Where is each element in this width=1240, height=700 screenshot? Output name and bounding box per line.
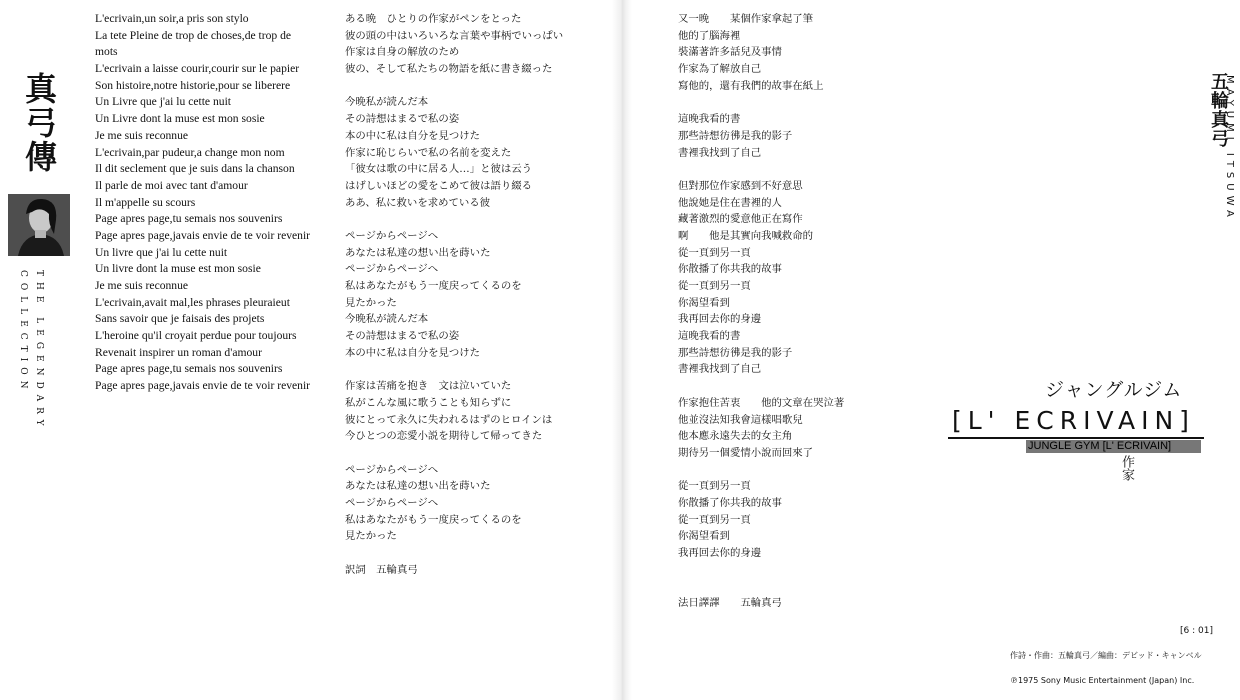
lyric-line: 書裡我找到了自己 (678, 363, 762, 376)
lyric-line: 那些詩想彷彿是我的影子 (678, 346, 793, 359)
song-title-japanese: ジャングルジム (1045, 379, 1183, 401)
lyric-line: 「彼女は歌の中に居る人…」と彼は云う (345, 163, 533, 176)
lyric-line: Page apres page,javais envie de te voir revenir (95, 228, 311, 242)
lyrics-chinese (678, 11, 844, 612)
lyric-line: Je me suis reconnue (95, 128, 189, 142)
lyric-line: 但對那位作家感到不好意思 (678, 179, 803, 192)
lyric-line: 彼の、そして私たちの物語を紙に書き綴った (345, 63, 553, 76)
lyric-line: Il m'appelle su scours (95, 195, 196, 209)
lyric-line: 見たかった (345, 296, 397, 309)
lyrics-japanese (345, 11, 563, 578)
song-duration: [6 : 01] (1180, 626, 1213, 636)
stanza-gap (345, 78, 563, 95)
lyric-line: La tete Pleine de trop de choses,de trop de (95, 28, 292, 42)
lyric-line: L'ecrivain,avait mal,les phrases pleuraieut (95, 295, 290, 309)
lyric-line: はげしいほどの愛をこめて彼は語り綴る (345, 179, 533, 192)
lyric-line: 從一頁到另一頁 (678, 280, 751, 292)
stanza-gap (678, 378, 844, 395)
lyric-line: その詩想はまるで私の姿 (345, 113, 460, 126)
lyric-line: 從一頁到另一頁 (678, 246, 751, 259)
lyric-line: Je me suis reconnue (95, 279, 189, 292)
lyric-line: 作家は苦痛を抱き 文は泣いていた (345, 380, 512, 393)
lyric-line: 從一頁到另一頁 (678, 480, 751, 493)
lyric-line: ページからページへ (345, 263, 439, 276)
lyric-line: L'ecrivain a laisse courir,courir sur le papier (95, 62, 300, 76)
lyric-line: L'ecrivain,par pudeur,a change mon nom (95, 145, 285, 159)
lyric-line: 彼の頭の中はいろいろな言葉や事柄でいっぱい (345, 29, 564, 42)
lyric-line: 你散播了你共我的故事 (678, 496, 782, 509)
lyric-line: 彼にとって永久に失われるはずのヒロインは (345, 413, 553, 426)
lyric-line: 今晩私が読んだ本 (345, 96, 429, 109)
lyric-line: 你渴望看到 (678, 530, 730, 543)
lyric-line: Page apres page,tu semais nos souvenirs (95, 212, 283, 226)
artist-photo (8, 194, 70, 256)
lyric-line: Sans savoir que je faisais des projets (95, 312, 265, 326)
lyric-line: 私はあなたがもう一度戻ってくるのを (345, 513, 522, 526)
lyric-line: 作家は自身の解放のため (345, 46, 460, 59)
lyric-line: 今ひとつの恋愛小説を期待して帰ってきた (345, 430, 543, 443)
lyric-line: 他本應永遠失去的女主角 (678, 430, 793, 443)
lyric-line: 啊 他是其實向我喊救命的 (678, 229, 814, 242)
lyric-line: L'heroine qu'il croyait perdue pour toujours (95, 329, 297, 343)
lyric-line: 見たかった (345, 530, 397, 543)
lyric-line: Un livre dont la muse est mon sosie (95, 262, 261, 276)
lyric-line: 他說她是住在書裡的人 (678, 196, 782, 209)
song-credits: 作詩・作曲：五輪真弓／編曲：デビッド・キャンベル (1010, 651, 1202, 660)
lyric-line: ある晩 ひとりの作家がペンをとった (345, 13, 522, 25)
lyric-line: 訳詞 五輪真弓 (345, 563, 418, 576)
lyric-line: 裝滿著許多話兒及事情 (678, 46, 782, 59)
lyric-line: Un livre que j'ai lu cette nuit (95, 245, 228, 259)
lyric-line: 今晩私が読んだ本 (345, 313, 429, 326)
lyric-line: 那些詩想彷彿是我的影子 (678, 129, 793, 142)
lyric-line: 我再回去你的身邊 (678, 547, 762, 559)
song-title-chinese: 作家 (1119, 455, 1134, 481)
lyric-line: 書裡我找到了自己 (678, 146, 762, 159)
lyric-line: 本の中に私は自分を見つけた (345, 346, 481, 359)
song-title-french: [L' ECRIVAIN] (952, 406, 1195, 435)
lyric-line: Page apres page,tu semais nos souvenirs (95, 362, 283, 376)
lyric-line: 作家抱住苦衷 他的文章在哭泣著 (678, 396, 845, 409)
lyric-line: 這晚我看的書 (678, 330, 741, 343)
copyright-notice: ℗1975 Sony Music Entertainment (Japan) Inc. (1010, 676, 1195, 685)
lyric-line: 藏著激烈的愛意他正在寫作 (678, 213, 803, 226)
lyric-line: 期待另一個愛情小說而回來了 (678, 446, 814, 459)
spine-subtitle: THE LEGENDARY COLLECTION (18, 270, 44, 432)
lyric-line: Revenait inspirer un roman d'amour (95, 345, 262, 359)
stanza-gap (345, 445, 563, 462)
stanza-gap (678, 562, 844, 579)
stanza-gap (678, 578, 844, 595)
lyric-line: 我再回去你的身邊 (678, 313, 762, 326)
lyric-line: 從一頁到另一頁 (678, 513, 751, 526)
lyric-line: あなたは私達の想い出を蒔いた (345, 480, 491, 493)
lyric-line: 作家に恥じらいで私の名前を変えた (345, 146, 512, 159)
lyric-line: Page apres page,javais envie de te voir revenir (95, 379, 311, 393)
lyric-line: Il dit seclement que je suis dans la chanson (95, 162, 295, 176)
stanza-gap (678, 462, 844, 479)
lyric-line: 你渴望看到 (678, 296, 730, 309)
lyric-line: ああ、私に救いを求めている彼 (345, 196, 491, 209)
lyric-line: 這晚我看的書 (678, 113, 741, 126)
artist-name-kanji: 五輪真弓 (1208, 72, 1229, 148)
lyric-line: Un Livre dont la muse est mon sosie (95, 112, 265, 126)
lyric-line: mots (95, 45, 118, 59)
spine-title: 真弓傳 (20, 72, 58, 174)
artist-name-romaji: MAYUMI ITSUWA (1224, 75, 1235, 222)
lyric-line: 他的了腦海裡 (678, 29, 741, 42)
lyric-line: 又一晚 某個作家拿起了筆 (678, 13, 814, 25)
title-rule (948, 437, 1204, 439)
lyric-line: L'ecrivain,un soir,a pris son stylo (95, 12, 249, 25)
stanza-gap (345, 361, 563, 378)
lyric-line: ページからページへ (345, 496, 439, 509)
lyric-line: その詩想はまるで私の姿 (345, 330, 460, 343)
stanza-gap (345, 545, 563, 562)
lyric-line: Son histoire,notre historie,pour se liberere (95, 78, 291, 92)
lyrics-french (95, 11, 310, 395)
stanza-gap (678, 161, 844, 178)
lyric-line: 作家為了解放自己 (678, 63, 762, 76)
lyric-line: Un Livre que j'ai lu cette nuit (95, 95, 232, 109)
lyric-line: 私はあなたがもう一度戻ってくるのを (345, 280, 522, 292)
lyric-line: 法日譯譯 五輪真弓 (678, 597, 782, 610)
lyric-line: 他並沒法知我會這樣唱歌兒 (678, 413, 803, 426)
song-subtitle: JUNGLE GYM [L' ECRIVAIN] (1028, 440, 1172, 452)
lyric-line: 本の中に私は自分を見つけた (345, 129, 481, 142)
stanza-gap (678, 94, 844, 111)
lyric-line: 你散播了你共我的故事 (678, 263, 782, 276)
lyric-line: ページからページへ (345, 229, 439, 242)
page-gutter (612, 0, 632, 700)
lyric-line: あなたは私達の想い出を蒔いた (345, 246, 491, 259)
lyric-line: 私がこんな風に歌うことも知らずに (345, 396, 512, 409)
lyric-line: ページからページへ (345, 463, 439, 476)
lyric-line: Il parle de moi avec tant d'amour (95, 178, 248, 192)
lyric-line: 寫他的，還有我們的故事在紙上 (678, 79, 824, 92)
stanza-gap (345, 211, 563, 228)
